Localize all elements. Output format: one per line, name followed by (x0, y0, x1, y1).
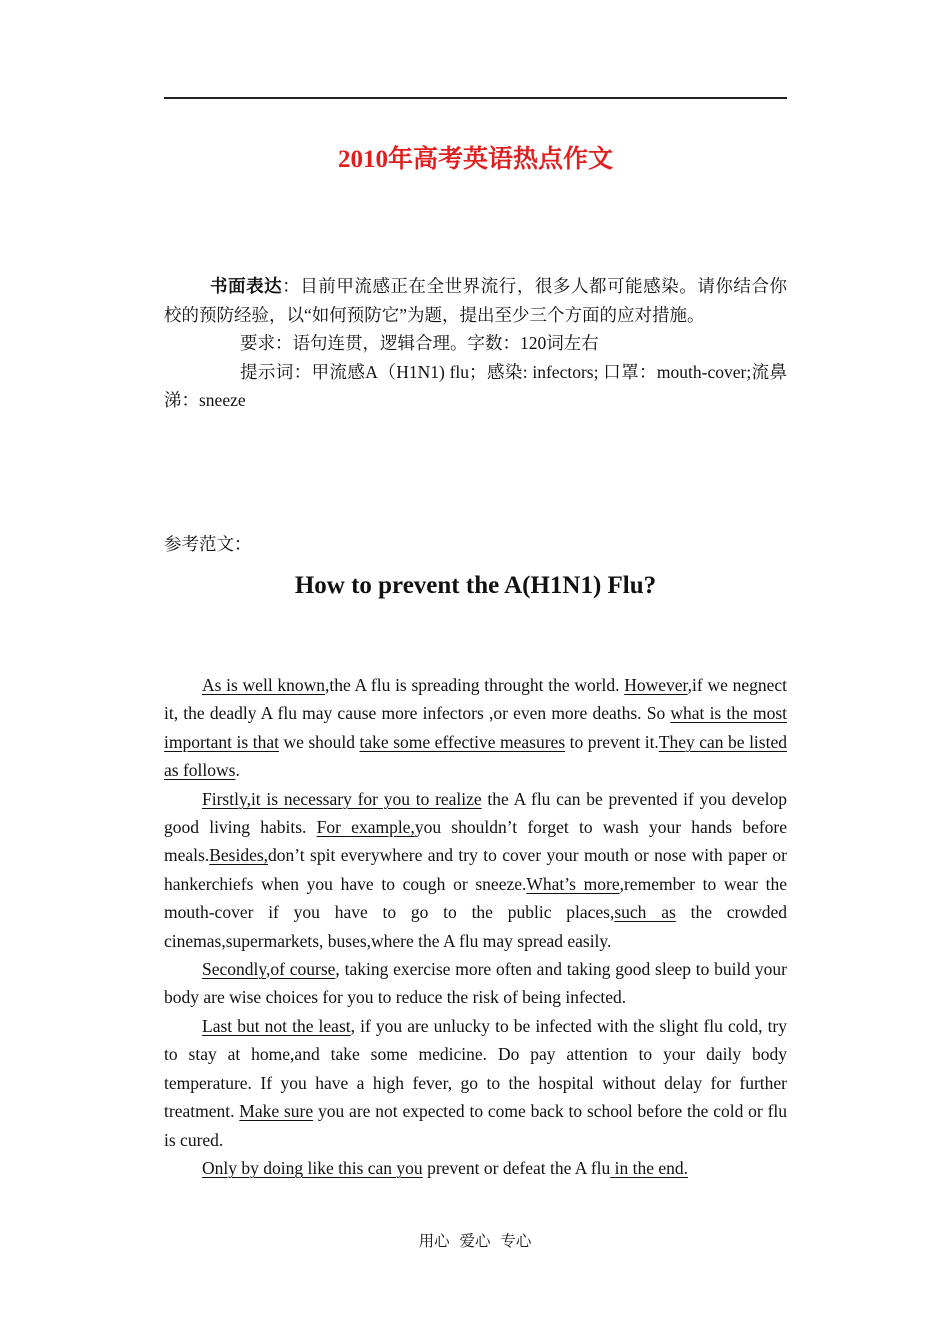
essay-paragraph (164, 671, 787, 785)
essay-text: , (266, 959, 271, 980)
essay-paragraph (164, 785, 787, 955)
essay-paragraph (164, 1012, 787, 1154)
prompt-requirement: 要求：语句连贯，逻辑合理。字数：120词左右 (240, 333, 599, 353)
prompt-paragraph (164, 272, 787, 329)
reference-label: 参考范文： (164, 534, 252, 554)
underlined-phrase: As is well known (202, 675, 326, 695)
essay-text: we should (278, 731, 360, 752)
underlined-phrase: what is the most important is that (164, 703, 787, 752)
underlined-phrase: Make sure (239, 1101, 314, 1122)
essay-text: you are not expected to come back to school before the cold or flu is cured. (164, 1101, 788, 1150)
essay-text: the crowded cinemas,supermarkets, buses,where the A flu may spread easily. (164, 902, 787, 951)
prompt-hints: 提示词：甲流感A（H1N1) flu；感染: infectors; 口罩：mouth-cover;流鼻涕：sneeze (164, 361, 787, 410)
underlined-phrase: in the end. (610, 1157, 689, 1178)
essay-text: the A flu can be prevented if you develop good living habits. (164, 788, 787, 838)
essay-title: How to prevent the A(H1N1) Flu? (294, 572, 657, 599)
essay-body (164, 671, 787, 1182)
essay-text: ,if we negnect it, the deadly A flu may cause more infectors ,or even more deaths. So (164, 675, 787, 724)
essay-text: , if you are unlucky to be infected with the slight flu cold, try to stay at home,and take some medicine. Do pay attention to your daily body temperature. If you have a high fever, go to the hospital without delay for further treatment. (164, 1015, 788, 1122)
underlined-phrase: such as (614, 902, 676, 923)
essay-text: don’t spit everywhere and try to cover your mouth or nose with paper or hankerchiefs when you have to cough or sneeze. (164, 845, 787, 894)
underlined-phrase: take some effective measures (359, 731, 566, 752)
underlined-phrase: of course (270, 959, 336, 980)
page-footer: 用心 爱心 专心 (418, 1233, 532, 1250)
underlined-phrase: They can be listed as follows (164, 731, 787, 781)
underlined-phrase: Only by doing like this can you (202, 1157, 423, 1178)
essay-paragraph (164, 1154, 787, 1182)
essay-text: to prevent it. (565, 731, 659, 752)
document-title: 2010年高考英语热点作文 (337, 146, 613, 173)
essay-text: you shouldn’t forget to wash your hands before meals. (164, 817, 788, 866)
essay-text: . (235, 760, 240, 781)
essay-text: ,remember to wear the mouth-cover if you have to go to the public places, (164, 873, 787, 923)
underlined-phrase: Secondly (202, 959, 266, 980)
prompt-label: 书面表达 (210, 276, 283, 296)
underlined-phrase: However (624, 675, 688, 695)
writing-prompt (164, 272, 787, 415)
underlined-phrase: Firstly,it is necessary for you to realize (202, 788, 482, 809)
essay-text: prevent or defeat the A flu (422, 1157, 611, 1178)
underlined-phrase: Last but not the least (202, 1015, 351, 1036)
essay-text: ,the A flu is spreading throught the world. (325, 675, 625, 695)
underlined-phrase: Besides, (209, 845, 269, 866)
prompt-text: ：目前甲流感正在全世界流行，很多人都可能感染。请你结合你校的预防经验，以“如何预防它”为题，提出至少三个方面的应对措施。 (164, 276, 788, 325)
header-rule (164, 97, 787, 99)
underlined-phrase: For example, (316, 817, 415, 838)
essay-paragraph (164, 955, 787, 1012)
essay-text: , taking exercise more often and taking good sleep to build your body are wise choices for you to reduce the risk of being infected. (164, 959, 787, 1008)
underlined-phrase: What’s more (526, 873, 620, 894)
